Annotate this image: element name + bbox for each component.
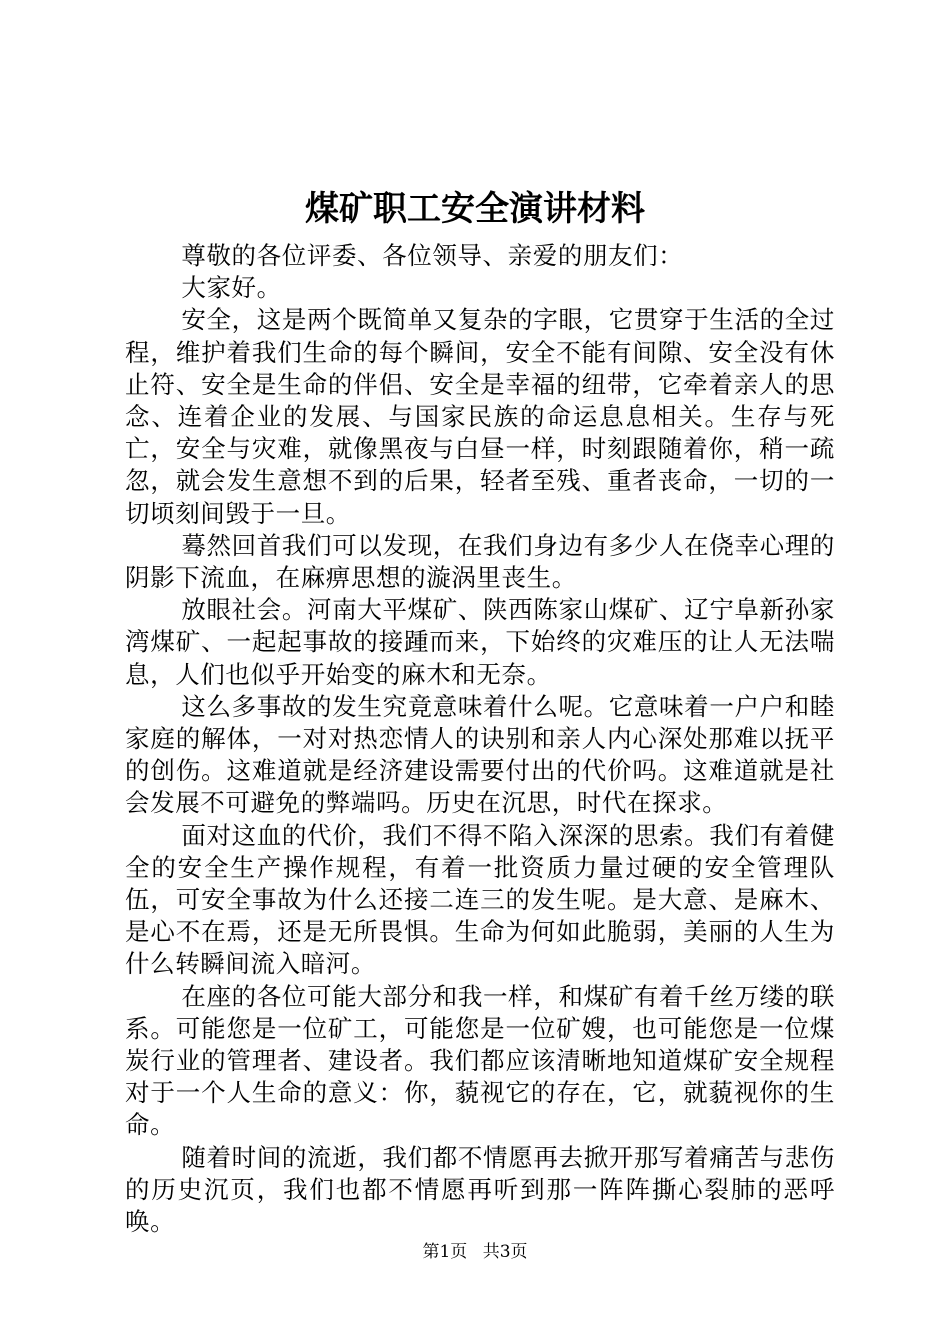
document-title: 煤矿职工安全演讲材料 [305, 189, 645, 229]
paragraph: 放眼社会。河南大平煤矿、陕西陈家山煤矿、辽宁阜新孙家湾煤矿、一起起事故的接踵而来，下始终的灾难压的让人无法喘息，人们也似乎开始变的麻木和无奈。 [125, 595, 835, 689]
paragraph: 这么多事故的发生究竟意味着什么呢。它意味着一户户和睦家庭的解体，一对对热恋情人的诀别和亲人内心深处那难以抚平的创伤。这难道就是经济建设需要付出的代价吗。这难道就是社会发展不可避免的弊端吗。历史在沉思，时代在探求。 [125, 691, 835, 818]
document-body [125, 240, 835, 1238]
page-number-total: 共3页 [482, 1242, 528, 1262]
page-footer [0, 1240, 950, 1264]
paragraph: 安全，这是两个既简单又复杂的字眼，它贯穿于生活的全过程，维护着我们生命的每个瞬间，安全不能有间隙、安全没有休止符、安全是生命的伴侣、安全是幸福的纽带，它牵着亲人的思念、连着企业的发展、与国家民族的命运息息相关。生存与死亡，安全与灾难，就像黑夜与白昼一样，时刻跟随着你，稍一疏忽，就会发生意想不到的后果，轻者至残、重者丧命，一切的一切顷刻间毁于一旦。 [125, 305, 835, 528]
page-number-current: 第1页 [422, 1242, 468, 1262]
paragraph: 在座的各位可能大部分和我一样，和煤矿有着千丝万缕的联系。可能您是一位矿工，可能您是一位矿嫂，也可能您是一位煤炭行业的管理者、建设者。我们都应该清晰地知道煤矿安全规程对于一个人生命的意义：你，藐视它的存在，它，就藐视你的生命。 [125, 981, 835, 1140]
paragraph: 随着时间的流逝，我们都不情愿再去掀开那写着痛苦与悲伤的历史沉页，我们也都不情愿再听到那一阵阵撕心裂肺的恶呼唤。 [125, 1142, 835, 1237]
paragraph-greeting: 大家好。 [181, 273, 282, 303]
paragraph: 面对这血的代价，我们不得不陷入深深的思索。我们有着健全的安全生产操作规程，有着一批资质力量过硬的安全管理队伍，可安全事故为什么还接二连三的发生呢。是大意、是麻木、是心不在焉，还是无所畏惧。生命为何如此脆弱，美丽的人生为什么转瞬间流入暗河。 [125, 820, 835, 979]
paragraph-salutation: 尊敬的各位评委、各位领导、亲爱的朋友们： [181, 241, 684, 270]
paragraph: 蓦然回首我们可以发现，在我们身边有多少人在侥幸心理的阴影下流血，在麻痹思想的漩涡里丧生。 [125, 530, 835, 593]
